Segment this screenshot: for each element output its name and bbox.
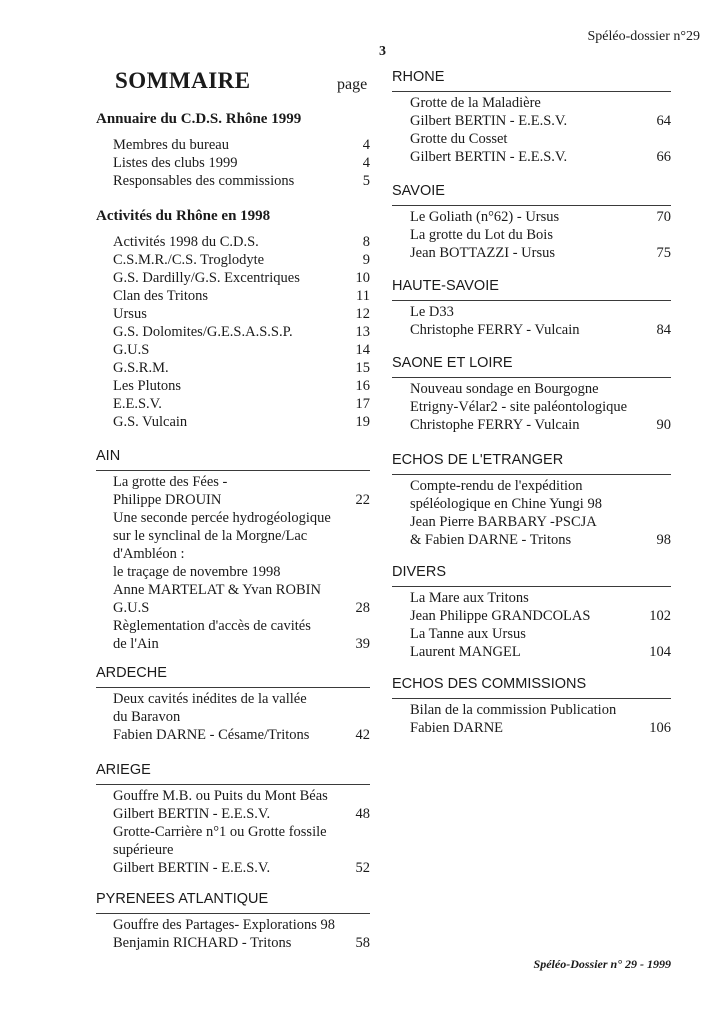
toc-section — [392, 352, 671, 434]
section-entries — [392, 208, 671, 262]
entry-text: Gouffre des Partages- Explorations 98 — [113, 917, 336, 933]
toc-section — [96, 205, 370, 431]
entry-text: sur le synclinal de la Morgne/Lac — [113, 528, 308, 544]
entry-text: du Baravon — [113, 709, 181, 725]
entry-page-number: 10 — [355, 270, 370, 286]
entry-text: Gilbert BERTIN - E.E.S.V. — [410, 113, 568, 129]
entry-text: Gilbert BERTIN - E.E.S.V. — [410, 149, 568, 165]
toc-entry — [113, 251, 370, 269]
entry-text: Gilbert BERTIN - E.E.S.V. — [113, 806, 271, 822]
toc-entry — [113, 136, 370, 154]
toc-entry — [113, 154, 370, 172]
toc-entry — [113, 787, 370, 805]
section-entries — [392, 477, 671, 549]
entry-text: Le D33 — [410, 304, 454, 320]
entry-text: Jean Pierre BARBARY -PSCJA — [410, 514, 597, 530]
toc-entry — [113, 599, 370, 617]
entry-page-number: 98 — [656, 532, 671, 548]
toc-entry — [113, 805, 370, 823]
entry-text: Nouveau sondage en Bourgogne — [410, 381, 599, 397]
toc-entry — [410, 244, 671, 262]
section-entries — [96, 787, 370, 877]
section-entries — [392, 94, 671, 166]
toc-entry — [113, 726, 370, 744]
entry-page-number: 70 — [656, 209, 671, 225]
section-divider — [392, 300, 671, 301]
entry-text: Jean Philippe GRANDCOLAS — [410, 608, 591, 624]
toc-entry — [410, 208, 671, 226]
toc-entry — [113, 473, 370, 491]
toc-section — [392, 449, 671, 549]
entry-page-number: 84 — [656, 322, 671, 338]
section-divider — [392, 586, 671, 587]
entry-page-number: 15 — [355, 360, 370, 376]
section-title: Activités du Rhône en 1998 — [96, 208, 271, 224]
section-entries — [96, 136, 370, 190]
section-title: RHONE — [392, 69, 445, 85]
section-entries — [392, 701, 671, 737]
toc-entry — [113, 581, 370, 599]
toc-section — [392, 180, 671, 262]
entry-page-number: 8 — [362, 234, 370, 250]
page-column-label: page — [337, 76, 368, 93]
toc-entry — [113, 233, 370, 251]
section-entries — [96, 690, 370, 744]
section-divider — [392, 377, 671, 378]
entry-page-number: 64 — [656, 113, 671, 129]
section-title: HAUTE-SAVOIE — [392, 278, 499, 294]
toc-entry — [113, 359, 370, 377]
toc-entry — [113, 563, 370, 581]
entry-text: Etrigny-Vélar2 - site paléontologique — [410, 399, 628, 415]
entry-text: Responsables des commissions — [113, 173, 295, 189]
section-title: ARDECHE — [96, 665, 167, 681]
entry-text: G.S. Dolomites/G.E.S.A.S.S.P. — [113, 324, 293, 340]
entry-page-number: 12 — [355, 306, 370, 322]
entry-page-number: 28 — [355, 600, 370, 616]
section-title: PYRENEES ATLANTIQUE — [96, 891, 269, 907]
entry-page-number: 16 — [355, 378, 370, 394]
entry-text: Fabien DARNE - Césame/Tritons — [113, 727, 310, 743]
section-divider — [392, 205, 671, 206]
entry-page-number: 11 — [356, 288, 370, 304]
toc-section — [96, 108, 370, 190]
toc-entry — [113, 287, 370, 305]
entry-text: Clan des Tritons — [113, 288, 209, 304]
section-entries — [392, 303, 671, 339]
entry-text: supérieure — [113, 842, 174, 858]
entry-page-number: 75 — [656, 245, 671, 261]
entry-text: Compte-rendu de l'expédition — [410, 478, 583, 494]
toc-entry — [410, 701, 671, 719]
entry-page-number: 90 — [656, 417, 671, 433]
entry-text: La Tanne aux Ursus — [410, 626, 526, 642]
entry-page-number: 4 — [362, 137, 370, 153]
entry-text: Grotte du Cosset — [410, 131, 508, 147]
entry-text: G.S. Dardilly/G.S. Excentriques — [113, 270, 300, 286]
toc-entry — [410, 94, 671, 112]
page-number: 3 — [379, 44, 386, 59]
entry-text: G.S.R.M. — [113, 360, 169, 376]
entry-text: de l'Ain — [113, 636, 159, 652]
entry-text: G.U.S — [113, 600, 150, 616]
section-title: SAVOIE — [392, 183, 445, 199]
footer-reference: Spéléo-Dossier n° 29 - 1999 — [533, 957, 671, 971]
toc-entry — [113, 916, 370, 934]
entry-page-number: 39 — [355, 636, 370, 652]
toc-section — [392, 561, 671, 661]
toc-entry — [113, 859, 370, 877]
entry-page-number: 9 — [362, 252, 370, 268]
entry-text: E.E.S.V. — [113, 396, 162, 412]
entry-page-number: 48 — [355, 806, 370, 822]
entry-text: le traçage de novembre 1998 — [113, 564, 281, 580]
section-divider — [96, 470, 370, 471]
toc-entry — [113, 269, 370, 287]
entry-text: Bilan de la commission Publication — [410, 702, 617, 718]
running-header: Spéléo-dossier n°29 — [587, 29, 700, 44]
entry-text: La grotte du Lot du Bois — [410, 227, 553, 243]
toc-entry — [410, 719, 671, 737]
entry-page-number: 22 — [355, 492, 370, 508]
entry-text: Deux cavités inédites de la vallée — [113, 691, 307, 707]
toc-entry — [113, 377, 370, 395]
entry-text: & Fabien DARNE - Tritons — [410, 532, 572, 548]
toc-section — [96, 445, 370, 653]
entry-page-number: 19 — [355, 414, 370, 430]
entry-text: Christophe FERRY - Vulcain — [410, 417, 580, 433]
toc-entry — [113, 934, 370, 952]
entry-text: Une seconde percée hydrogéologique — [113, 510, 331, 526]
entry-text: Benjamin RICHARD - Tritons — [113, 935, 292, 951]
toc-entry — [410, 303, 671, 321]
entry-text: Grotte de la Maladière — [410, 95, 541, 111]
entry-page-number: 42 — [355, 727, 370, 743]
entry-text: C.S.M.R./C.S. Troglodyte — [113, 252, 265, 268]
toc-entry — [113, 527, 370, 545]
toc-entry — [410, 477, 671, 495]
entry-page-number: 4 — [362, 155, 370, 171]
entry-page-number: 5 — [362, 173, 370, 189]
entry-text: Les Plutons — [113, 378, 182, 394]
section-divider — [96, 687, 370, 688]
entry-page-number: 66 — [656, 149, 671, 165]
entry-page-number: 14 — [355, 342, 370, 358]
toc-entry — [410, 112, 671, 130]
entry-text: Grotte-Carrière n°1 ou Grotte fossile — [113, 824, 327, 840]
entry-text: Règlementation d'accès de cavités — [113, 618, 311, 634]
entry-page-number: 106 — [649, 720, 671, 736]
toc-section — [392, 673, 671, 737]
toc-entry — [410, 643, 671, 661]
section-entries — [96, 233, 370, 431]
section-divider — [392, 474, 671, 475]
entry-text: Gouffre M.B. ou Puits du Mont Béas — [113, 788, 328, 804]
entry-text: Laurent MANGEL — [410, 644, 521, 660]
toc-section — [96, 759, 370, 877]
section-title: AIN — [96, 448, 121, 464]
toc-entry — [113, 841, 370, 859]
toc-entry — [113, 413, 370, 431]
toc-entry — [113, 172, 370, 190]
toc-entry — [410, 589, 671, 607]
entry-page-number: 102 — [649, 608, 671, 624]
toc-entry — [113, 708, 370, 726]
toc-entry — [410, 495, 671, 513]
entry-text: G.S. Vulcain — [113, 414, 188, 430]
entry-text: d'Ambléon : — [113, 546, 185, 562]
toc-entry — [113, 395, 370, 413]
entry-page-number: 52 — [355, 860, 370, 876]
toc-entry — [113, 635, 370, 653]
section-entries — [392, 380, 671, 434]
toc-section — [96, 888, 370, 952]
entry-page-number: 13 — [355, 324, 370, 340]
entry-text: Ursus — [113, 306, 147, 322]
toc-section — [392, 66, 671, 166]
toc-entry — [113, 323, 370, 341]
section-title: SAONE ET LOIRE — [392, 355, 513, 371]
entry-text: Christophe FERRY - Vulcain — [410, 322, 580, 338]
entry-text: Jean BOTTAZZI - Ursus — [410, 245, 556, 261]
section-entries — [96, 916, 370, 952]
entry-text: Le Goliath (n°62) - Ursus — [410, 209, 560, 225]
toc-entry — [410, 380, 671, 398]
toc-entry — [113, 823, 370, 841]
section-entries — [96, 473, 370, 653]
toc-section — [96, 662, 370, 744]
entry-text: Anne MARTELAT & Yvan ROBIN — [113, 582, 321, 598]
toc-entry — [113, 617, 370, 635]
entry-text: G.U.S — [113, 342, 150, 358]
toc-entry — [113, 341, 370, 359]
toc-entry — [410, 607, 671, 625]
entry-page-number: 58 — [355, 935, 370, 951]
toc-section — [392, 275, 671, 339]
section-divider — [392, 91, 671, 92]
entry-text: Listes des clubs 1999 — [113, 155, 238, 171]
entry-text: Gilbert BERTIN - E.E.S.V. — [113, 860, 271, 876]
section-title: ARIEGE — [96, 762, 151, 778]
section-title: Annuaire du C.D.S. Rhône 1999 — [96, 111, 302, 127]
entry-page-number: 17 — [355, 396, 370, 412]
toc-entry — [410, 226, 671, 244]
entry-page-number: 104 — [649, 644, 671, 660]
toc-entry — [410, 398, 671, 416]
entry-text: Philippe DROUIN — [113, 492, 222, 508]
section-title: ECHOS DE L'ETRANGER — [392, 452, 564, 468]
entry-text: La grotte des Fées - — [113, 474, 228, 490]
toc-entry — [410, 531, 671, 549]
section-divider — [96, 913, 370, 914]
entry-text: Fabien DARNE — [410, 720, 504, 736]
entry-text: spéléologique en Chine Yungi 98 — [410, 496, 602, 512]
entry-text: La Mare aux Tritons — [410, 590, 529, 606]
toc-entry — [410, 130, 671, 148]
toc-entry — [410, 625, 671, 643]
toc-title: SOMMAIRE — [115, 68, 251, 93]
toc-entry — [113, 305, 370, 323]
entry-text: Activités 1998 du C.D.S. — [113, 234, 259, 250]
section-title: DIVERS — [392, 564, 446, 580]
toc-entry — [410, 513, 671, 531]
toc-entry — [113, 509, 370, 527]
toc-entry — [113, 545, 370, 563]
section-divider — [392, 698, 671, 699]
section-entries — [392, 589, 671, 661]
toc-entry — [410, 416, 671, 434]
section-divider — [96, 784, 370, 785]
toc-entry — [410, 321, 671, 339]
entry-text: Membres du bureau — [113, 137, 229, 153]
toc-entry — [113, 690, 370, 708]
toc-entry — [410, 148, 671, 166]
section-title: ECHOS DES COMMISSIONS — [392, 676, 587, 692]
toc-entry — [113, 491, 370, 509]
